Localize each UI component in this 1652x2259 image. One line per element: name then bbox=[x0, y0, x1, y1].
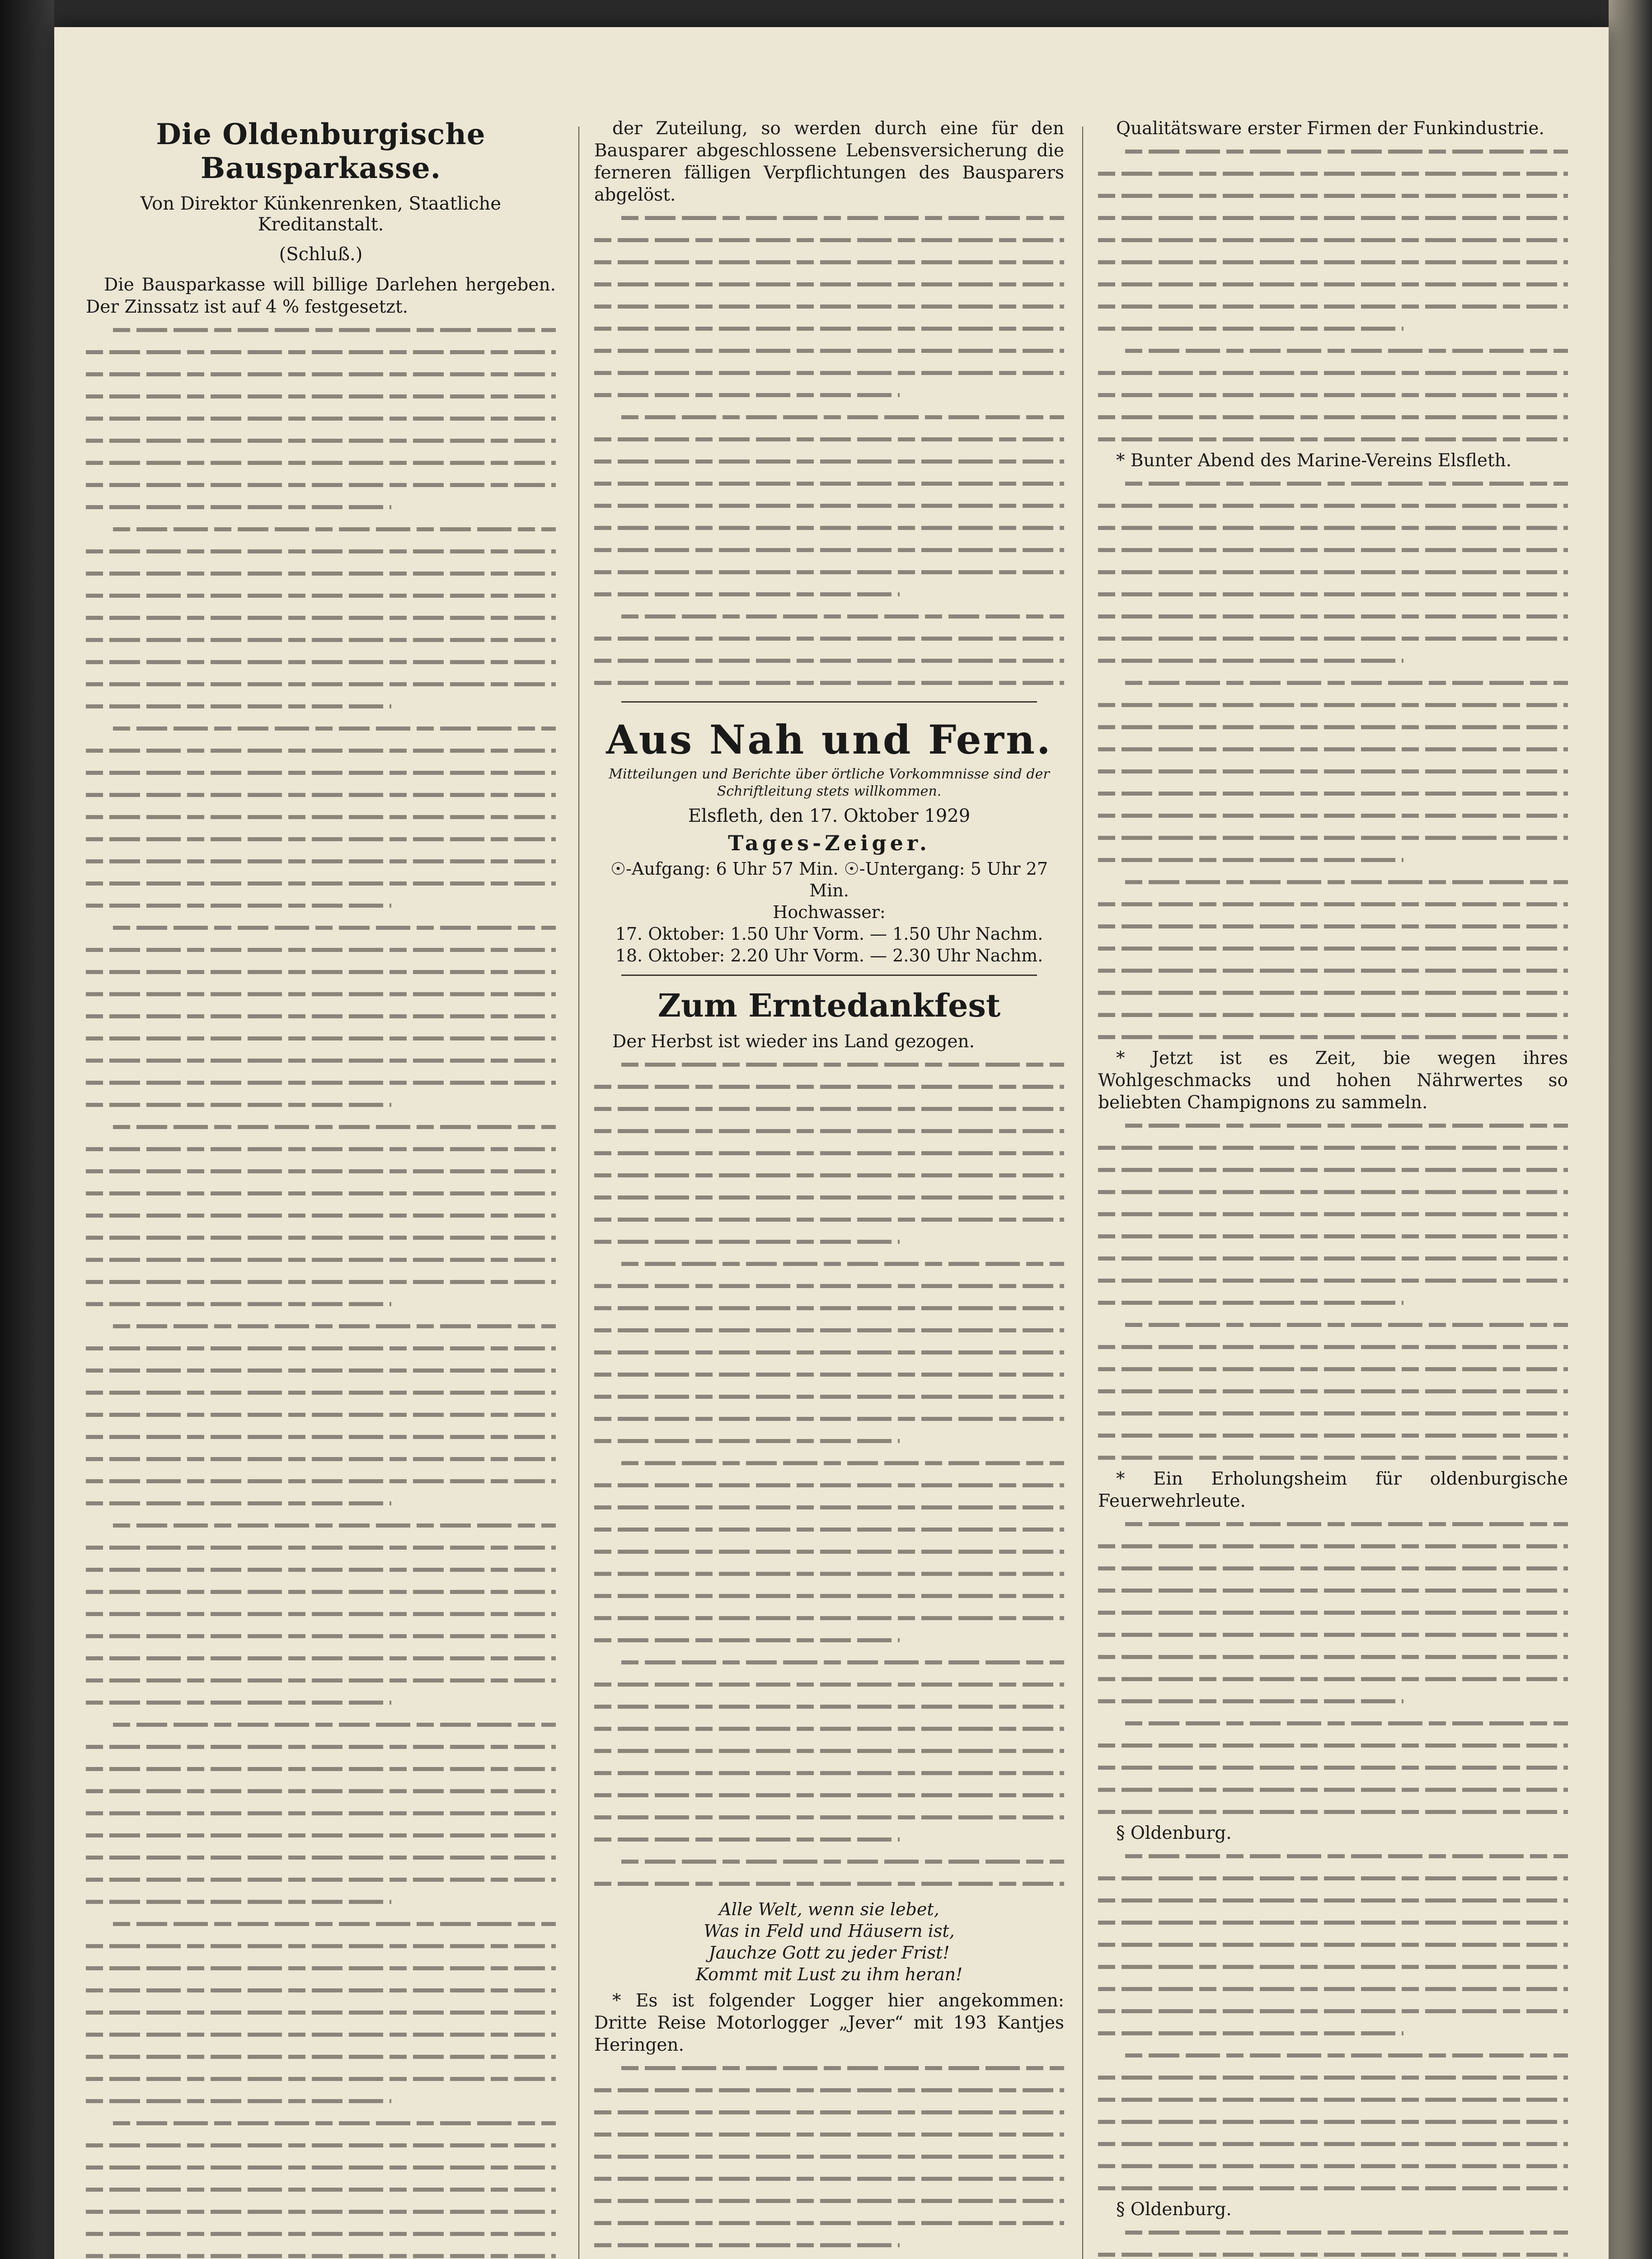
text-line bbox=[594, 361, 1064, 383]
text-line bbox=[594, 1208, 1064, 1230]
text-line bbox=[1098, 1335, 1568, 1357]
text-line bbox=[594, 427, 1064, 450]
poem-line: Jauchze Gott zu jeder Frist! bbox=[709, 1943, 950, 1963]
text-line bbox=[594, 2056, 1064, 2078]
column-3 bbox=[1098, 117, 1568, 2259]
text-line bbox=[86, 650, 556, 672]
article-body-text bbox=[86, 318, 556, 2259]
text-line bbox=[1098, 1711, 1568, 1734]
section-title-aus-nah-und-fern: Aus Nah und Fern. bbox=[606, 716, 1052, 763]
text-line bbox=[86, 1447, 556, 1469]
text-line bbox=[1098, 516, 1568, 538]
article-body-text bbox=[594, 2056, 1064, 2259]
article-intro: Der Herbst ist wieder ins Land gezogen. bbox=[612, 1031, 975, 1052]
text-line bbox=[1098, 892, 1568, 914]
text-line bbox=[594, 1053, 1064, 1075]
text-line bbox=[594, 538, 1064, 560]
text-line bbox=[1098, 272, 1568, 295]
text-line bbox=[594, 1495, 1064, 1518]
text-line bbox=[86, 761, 556, 783]
text-line bbox=[1098, 317, 1568, 339]
text-line bbox=[594, 1739, 1064, 1761]
text-line bbox=[1098, 870, 1568, 892]
text-line bbox=[86, 872, 556, 894]
text-line bbox=[1098, 250, 1568, 272]
text-line bbox=[86, 2111, 556, 2133]
text-line bbox=[594, 1872, 1064, 1894]
text-line bbox=[86, 1004, 556, 1026]
divider bbox=[621, 975, 1037, 976]
text-line bbox=[1098, 405, 1568, 427]
text-line bbox=[86, 2244, 556, 2259]
article-body-text bbox=[1098, 1844, 1568, 2198]
column-rule bbox=[578, 127, 579, 2259]
text-line bbox=[1098, 605, 1568, 627]
text-line bbox=[1098, 1911, 1568, 1933]
text-line bbox=[1098, 582, 1568, 605]
text-line bbox=[1098, 2110, 1568, 2132]
text-line bbox=[86, 1491, 556, 1514]
text-line bbox=[1098, 1247, 1568, 1269]
text-line bbox=[86, 1668, 556, 1691]
text-line bbox=[1098, 2132, 1568, 2154]
text-line bbox=[86, 1425, 556, 1447]
text-line bbox=[1098, 1778, 1568, 1800]
text-line bbox=[594, 1141, 1064, 1163]
text-line bbox=[1098, 228, 1568, 250]
text-line bbox=[1098, 1556, 1568, 1579]
text-line bbox=[86, 1646, 556, 1668]
text-line bbox=[86, 1735, 556, 1757]
text-line bbox=[86, 517, 556, 539]
text-line bbox=[1098, 1756, 1568, 1778]
text-line bbox=[86, 1049, 556, 1071]
text-line bbox=[594, 1407, 1064, 1429]
text-line bbox=[594, 1252, 1064, 1274]
text-line bbox=[594, 317, 1064, 339]
text-line bbox=[594, 1761, 1064, 1783]
text-line bbox=[594, 1717, 1064, 1739]
text-line bbox=[594, 1163, 1064, 1186]
text-line bbox=[86, 2178, 556, 2200]
text-line bbox=[1098, 1999, 1568, 2021]
news-item-title: § Oldenburg. bbox=[1116, 2199, 1232, 2220]
text-line bbox=[1098, 1446, 1568, 1468]
article-body-text bbox=[1098, 1114, 1568, 1468]
news-item: * Bunter Abend des Marine-Vereins Elsfleth. bbox=[1116, 450, 1512, 471]
text-line bbox=[594, 1318, 1064, 1340]
text-line bbox=[1098, 804, 1568, 826]
text-line bbox=[1098, 2043, 1568, 2066]
text-line bbox=[594, 2189, 1064, 2211]
text-line bbox=[86, 1469, 556, 1491]
text-line bbox=[1098, 1202, 1568, 1224]
text-line bbox=[86, 717, 556, 739]
news-item-title: § Oldenburg. bbox=[1116, 1823, 1232, 1843]
article-body-text bbox=[1098, 1512, 1568, 1822]
text-line bbox=[1098, 1291, 1568, 1313]
text-line bbox=[594, 1429, 1064, 1451]
section-subtitle: Mitteilungen und Berichte über örtliche Vorkommnisse sind der Schriftleitung stets willkommen. bbox=[609, 766, 1050, 799]
article-body-text bbox=[1098, 140, 1568, 450]
text-line bbox=[1098, 206, 1568, 228]
news-note: * Es ist folgender Logger hier angekommen: Dritte Reise Motorlogger „Jever“ mit 193 Kantjes Heringen. bbox=[594, 1991, 1064, 2055]
dateline: Elsfleth, den 17. Oktober 1929 bbox=[688, 806, 971, 826]
text-line bbox=[86, 1978, 556, 2001]
text-line bbox=[1098, 1889, 1568, 1911]
newspaper-page bbox=[54, 27, 1609, 2259]
text-line bbox=[594, 1097, 1064, 1119]
text-line bbox=[1098, 1866, 1568, 1889]
text-line bbox=[594, 1540, 1064, 1562]
text-line bbox=[1098, 560, 1568, 582]
text-line bbox=[594, 339, 1064, 361]
text-line bbox=[86, 1624, 556, 1646]
text-line bbox=[86, 1181, 556, 1204]
text-line bbox=[86, 495, 556, 517]
text-line bbox=[1098, 2088, 1568, 2110]
text-line bbox=[1098, 2021, 1568, 2043]
text-line bbox=[1098, 1955, 1568, 1977]
text-line bbox=[1098, 140, 1568, 162]
text-line bbox=[86, 894, 556, 916]
text-line bbox=[86, 2222, 556, 2244]
article-title-bausparkasse: Die Oldenburgische Bausparkasse. bbox=[156, 117, 486, 185]
text-line bbox=[1098, 184, 1568, 206]
text-line bbox=[86, 1270, 556, 1292]
text-line bbox=[86, 606, 556, 628]
text-line bbox=[1098, 1623, 1568, 1645]
page-edge bbox=[1609, 0, 1652, 2259]
text-line bbox=[594, 2123, 1064, 2145]
text-line bbox=[1098, 1734, 1568, 1756]
text-line bbox=[86, 1691, 556, 1713]
byline: Von Direktor Künkenrenken, Staatliche Kreditanstalt. bbox=[140, 193, 502, 235]
text-line bbox=[1098, 538, 1568, 560]
text-line bbox=[1098, 339, 1568, 361]
divider bbox=[621, 701, 1037, 703]
text-line bbox=[1098, 1136, 1568, 1158]
text-line bbox=[594, 1296, 1064, 1318]
text-line bbox=[86, 2089, 556, 2111]
text-line bbox=[594, 1274, 1064, 1296]
text-line bbox=[86, 340, 556, 362]
tide-title: Hochwasser: bbox=[773, 902, 886, 922]
text-line bbox=[594, 1805, 1064, 1828]
text-line bbox=[86, 318, 556, 340]
text-line bbox=[86, 451, 556, 473]
text-line bbox=[86, 1823, 556, 1846]
text-line bbox=[594, 2145, 1064, 2167]
text-line bbox=[1098, 1357, 1568, 1379]
text-line bbox=[594, 1628, 1064, 1650]
text-line bbox=[86, 1093, 556, 1115]
binding-shadow bbox=[0, 0, 54, 2259]
text-line bbox=[594, 1850, 1064, 1872]
sun-times: ☉-Aufgang: 6 Uhr 57 Min. ☉-Untergang: 5 Uhr 27 Min. bbox=[610, 859, 1048, 900]
text-line bbox=[86, 694, 556, 717]
text-line bbox=[1098, 959, 1568, 981]
text-line bbox=[1098, 2221, 1568, 2243]
text-line bbox=[1098, 2066, 1568, 2088]
text-line bbox=[1098, 848, 1568, 870]
text-line bbox=[1098, 2176, 1568, 2198]
article-body-text bbox=[1098, 2221, 1568, 2259]
text-line bbox=[594, 1673, 1064, 1695]
text-line bbox=[594, 516, 1064, 538]
text-line bbox=[594, 2255, 1064, 2259]
text-line bbox=[1098, 1401, 1568, 1424]
text-line bbox=[1098, 1534, 1568, 1556]
text-line bbox=[1098, 1180, 1568, 1202]
text-line bbox=[86, 584, 556, 606]
text-line bbox=[594, 228, 1064, 250]
text-line bbox=[1098, 1114, 1568, 1136]
text-line bbox=[594, 1584, 1064, 1606]
text-line bbox=[86, 1071, 556, 1093]
text-line bbox=[1098, 693, 1568, 715]
text-line bbox=[1098, 361, 1568, 383]
text-line bbox=[594, 1119, 1064, 1141]
text-line bbox=[1098, 914, 1568, 937]
text-line bbox=[86, 362, 556, 384]
text-line bbox=[86, 1868, 556, 1890]
text-line bbox=[86, 1159, 556, 1181]
text-line bbox=[1098, 1224, 1568, 1247]
text-line bbox=[86, 1026, 556, 1049]
text-line bbox=[1098, 826, 1568, 848]
tide-line: 17. Oktober: 1.50 Uhr Vorm. — 1.50 Uhr Nachm. bbox=[615, 924, 1043, 944]
text-line bbox=[594, 2100, 1064, 2123]
column-2 bbox=[594, 117, 1064, 2259]
text-line bbox=[1098, 383, 1568, 405]
text-line bbox=[594, 1340, 1064, 1363]
text-line bbox=[594, 1650, 1064, 1673]
text-line bbox=[1098, 1844, 1568, 1866]
tide-line: 18. Oktober: 2.20 Uhr Vorm. — 2.30 Uhr Nachm. bbox=[615, 946, 1043, 965]
column-1 bbox=[86, 117, 556, 2259]
text-line bbox=[86, 1801, 556, 1823]
text-line bbox=[86, 1602, 556, 1624]
text-line bbox=[594, 1385, 1064, 1407]
text-line bbox=[594, 1363, 1064, 1385]
text-line bbox=[86, 2001, 556, 2023]
text-line bbox=[86, 407, 556, 429]
text-line bbox=[1098, 295, 1568, 317]
text-line bbox=[594, 1518, 1064, 1540]
text-line bbox=[594, 605, 1064, 627]
text-line bbox=[594, 582, 1064, 605]
text-line bbox=[594, 2233, 1064, 2255]
text-line bbox=[86, 384, 556, 407]
text-line bbox=[594, 250, 1064, 272]
text-line bbox=[86, 827, 556, 849]
text-line bbox=[1098, 759, 1568, 782]
text-line bbox=[86, 1536, 556, 1558]
text-line bbox=[86, 783, 556, 805]
text-line bbox=[1098, 1269, 1568, 1291]
text-line bbox=[86, 473, 556, 495]
text-line bbox=[1098, 494, 1568, 516]
text-line bbox=[86, 1757, 556, 1779]
text-line bbox=[86, 1381, 556, 1403]
text-line bbox=[86, 1137, 556, 1159]
text-line bbox=[594, 472, 1064, 494]
text-line bbox=[86, 1248, 556, 1270]
text-line bbox=[86, 1779, 556, 1801]
text-line bbox=[86, 562, 556, 584]
text-line bbox=[86, 672, 556, 694]
text-line bbox=[1098, 1313, 1568, 1335]
text-line bbox=[86, 1934, 556, 1956]
text-line bbox=[1098, 1645, 1568, 1667]
text-line bbox=[594, 627, 1064, 649]
text-line bbox=[86, 429, 556, 451]
text-line bbox=[1098, 715, 1568, 737]
article-body-text bbox=[1098, 472, 1568, 1047]
text-line bbox=[86, 1292, 556, 1314]
text-line bbox=[594, 1451, 1064, 1473]
text-line bbox=[86, 2067, 556, 2089]
text-line bbox=[86, 1115, 556, 1137]
text-line bbox=[86, 1713, 556, 1735]
text-line bbox=[86, 938, 556, 960]
text-line bbox=[594, 2167, 1064, 2189]
continued-paragraph: der Zuteilung, so werden durch eine für den Bausparer abgeschlossene Lebensversicherung die ferneren fälligen Verpflichtungen des Bausparers abgelöst. bbox=[594, 118, 1064, 205]
text-line bbox=[594, 1230, 1064, 1252]
text-line bbox=[1098, 1158, 1568, 1180]
poem bbox=[594, 1898, 1064, 1985]
text-line bbox=[86, 1336, 556, 1359]
text-line bbox=[1098, 649, 1568, 671]
text-line bbox=[86, 2156, 556, 2178]
text-line bbox=[1098, 1512, 1568, 1534]
text-line bbox=[86, 2200, 556, 2222]
text-line bbox=[594, 206, 1064, 228]
text-line bbox=[1098, 671, 1568, 693]
text-line bbox=[594, 383, 1064, 405]
news-item: * Jetzt ist es Zeit, bie wegen ihres Wohlgeschmacks und hohen Nährwertes so beliebten Champignons zu sammeln. bbox=[1098, 1048, 1568, 1113]
text-line bbox=[1098, 737, 1568, 759]
text-line bbox=[86, 849, 556, 872]
text-line bbox=[86, 916, 556, 938]
text-line bbox=[86, 539, 556, 562]
text-line bbox=[1098, 1025, 1568, 1047]
text-line bbox=[1098, 472, 1568, 494]
text-line bbox=[594, 560, 1064, 582]
text-line bbox=[86, 1226, 556, 1248]
text-line bbox=[1098, 981, 1568, 1003]
text-line bbox=[1098, 1003, 1568, 1025]
text-line bbox=[594, 2078, 1064, 2100]
text-line bbox=[594, 295, 1064, 317]
text-line bbox=[594, 1186, 1064, 1208]
text-line bbox=[594, 494, 1064, 516]
text-line bbox=[1098, 1601, 1568, 1623]
poem-line: Was in Feld und Häusern ist, bbox=[704, 1921, 955, 1941]
text-line bbox=[1098, 1689, 1568, 1711]
poem-line: Kommt mit Lust zu ihm heran! bbox=[695, 1964, 963, 1984]
text-line bbox=[86, 2133, 556, 2156]
text-line bbox=[86, 1912, 556, 1934]
text-line bbox=[86, 1204, 556, 1226]
text-line bbox=[1098, 427, 1568, 450]
text-line bbox=[594, 1473, 1064, 1495]
text-line bbox=[594, 272, 1064, 295]
text-line bbox=[594, 1783, 1064, 1805]
text-line bbox=[86, 1558, 556, 1580]
text-line bbox=[1098, 1579, 1568, 1601]
text-line bbox=[86, 1403, 556, 1425]
article-intro: Die Bausparkasse will billige Darlehen hergeben. Der Zinssatz ist auf 4 % festgesetzt. bbox=[86, 275, 556, 317]
text-line bbox=[86, 1314, 556, 1336]
text-line bbox=[86, 805, 556, 827]
continued-note: (Schluß.) bbox=[279, 244, 363, 265]
text-line bbox=[1098, 1800, 1568, 1822]
text-line bbox=[594, 1075, 1064, 1097]
text-line bbox=[86, 2023, 556, 2045]
tages-zeiger-title: Tages-Zeiger. bbox=[728, 831, 930, 855]
article-body-text bbox=[594, 206, 1064, 693]
text-line bbox=[86, 739, 556, 761]
text-line bbox=[594, 1695, 1064, 1717]
text-line bbox=[594, 1828, 1064, 1850]
text-line bbox=[1098, 1667, 1568, 1689]
article-body-text bbox=[594, 1053, 1064, 1894]
text-line bbox=[594, 450, 1064, 472]
text-line bbox=[86, 960, 556, 982]
text-line bbox=[86, 1956, 556, 1978]
news-item: * Ein Erholungsheim für oldenburgische Feuerwehrleute. bbox=[1098, 1469, 1568, 1511]
text-line bbox=[86, 628, 556, 650]
text-line bbox=[1098, 2154, 1568, 2176]
text-line bbox=[86, 1580, 556, 1602]
text-line bbox=[1098, 1977, 1568, 1999]
text-line bbox=[1098, 1379, 1568, 1401]
article-title-erntedankfest: Zum Erntedankfest bbox=[657, 987, 1001, 1024]
text-line bbox=[86, 2045, 556, 2067]
column-rule bbox=[1082, 127, 1083, 2259]
text-line bbox=[86, 1514, 556, 1536]
continued-paragraph: Qualitätsware erster Firmen der Funkindustrie. bbox=[1116, 118, 1544, 139]
text-line bbox=[1098, 1933, 1568, 1955]
text-line bbox=[594, 2211, 1064, 2233]
text-line bbox=[1098, 1424, 1568, 1446]
text-line bbox=[1098, 937, 1568, 959]
text-line bbox=[594, 1606, 1064, 1628]
text-line bbox=[1098, 627, 1568, 649]
text-line bbox=[1098, 162, 1568, 184]
poem-line: Alle Welt, wenn sie lebet, bbox=[719, 1899, 939, 1919]
text-line bbox=[594, 1562, 1064, 1584]
text-line bbox=[594, 671, 1064, 693]
text-line bbox=[594, 405, 1064, 427]
text-line bbox=[86, 1890, 556, 1912]
text-line bbox=[86, 1359, 556, 1381]
text-line bbox=[1098, 782, 1568, 804]
text-line bbox=[1098, 2243, 1568, 2259]
text-line bbox=[86, 1846, 556, 1868]
text-line bbox=[594, 649, 1064, 671]
text-line bbox=[86, 982, 556, 1004]
